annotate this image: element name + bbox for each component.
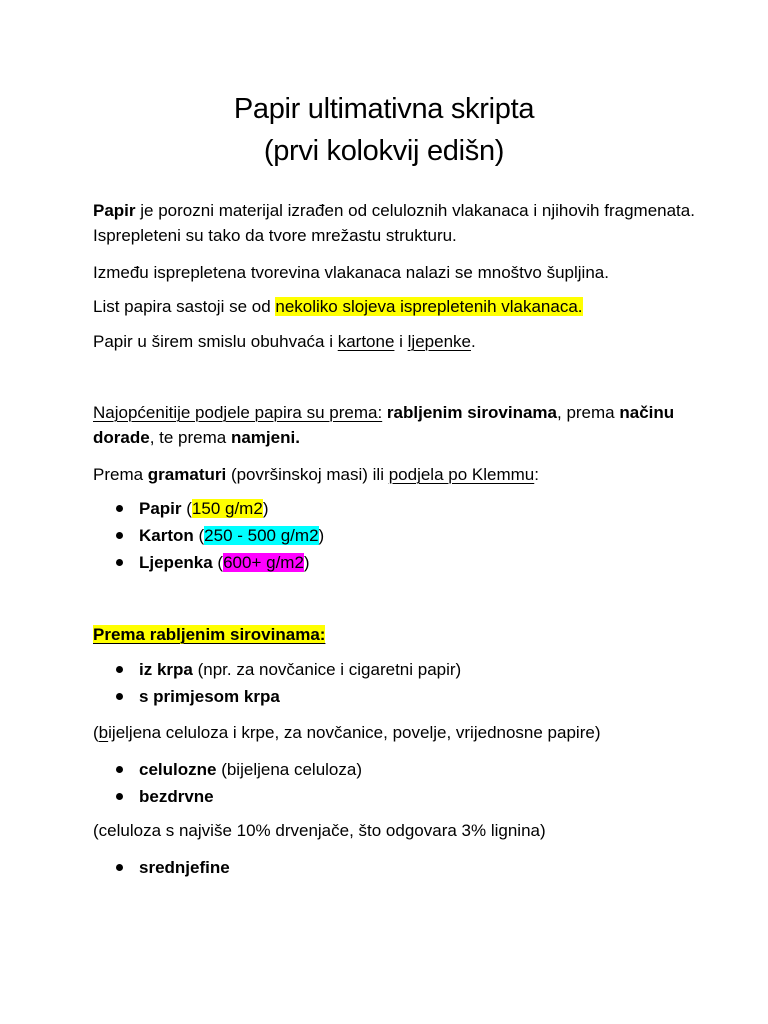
bullet-icon: [116, 864, 123, 871]
list-item: Karton (250 - 500 g/m2): [93, 522, 324, 549]
raw-materials-list-1: [93, 656, 461, 710]
list-item: s primjesom krpa: [93, 683, 461, 710]
list-item: srednjefine: [93, 854, 230, 881]
term-papir: Papir: [93, 201, 136, 220]
divisions-paragraph: Najopćenitije podjele papira su prema: rabljenim sirovinama, prema načinu dorade, te prema namjeni.: [93, 403, 675, 447]
document-subtitle: (prvi kolokvij edišn): [263, 135, 505, 167]
highlighted-text: nekoliko slojeva isprepletenih vlakanaca.: [275, 297, 583, 316]
list-item: celulozne (bijeljena celuloza): [93, 756, 362, 783]
bullet-icon: [116, 793, 123, 800]
bullet-icon: [116, 505, 123, 512]
intro-paragraph-1: Papir je porozni materijal izrađen od celuloznih vlakanaca i njihovih fragmenata. Isprepleteni su tako da tvore mrežastu strukturu.: [93, 201, 695, 245]
bullet-icon: [116, 559, 123, 566]
list-item: bezdrvne: [93, 783, 362, 810]
underlined-kartone: kartone: [337, 332, 395, 351]
note-paragraph-1: (bijeljena celuloza i krpe, za novčanice, povelje, vrijednosne papire): [93, 723, 601, 742]
bullet-icon: [116, 693, 123, 700]
underlined-klemm: podjela po Klemmu: [388, 465, 535, 484]
raw-materials-list-2: [93, 756, 362, 810]
list-item: iz krpa (npr. za novčanice i cigaretni papir): [93, 656, 461, 683]
section-heading-raw-materials: Prema rabljenim sirovinama:: [93, 625, 326, 644]
list-item: Papir (150 g/m2): [93, 495, 324, 522]
intro-paragraph-3: List papira sastoji se od nekoliko slojeva isprepletenih vlakanaca.: [93, 297, 583, 316]
gramatura-paragraph: Prema gramaturi (površinskoj masi) ili podjela po Klemmu:: [93, 465, 539, 484]
document-title: Papir ultimativna skripta: [233, 93, 535, 125]
note-paragraph-2: (celuloza s najviše 10% drvenjače, što odgovara 3% lignina): [93, 821, 546, 840]
intro-paragraph-2: Između isprepletena tvorevina vlakanaca nalazi se mnoštvo šupljina.: [93, 263, 609, 282]
raw-materials-list-3: [93, 854, 230, 881]
underlined-ljepenke: ljepenke: [407, 332, 471, 351]
list-item: Ljepenka (600+ g/m2): [93, 549, 324, 576]
bullet-icon: [116, 766, 123, 773]
gramatura-list: [93, 495, 324, 576]
bullet-icon: [116, 666, 123, 673]
intro-paragraph-4: Papir u širem smislu obuhvaća i kartone i ljepenke.: [93, 332, 476, 351]
bullet-icon: [116, 532, 123, 539]
